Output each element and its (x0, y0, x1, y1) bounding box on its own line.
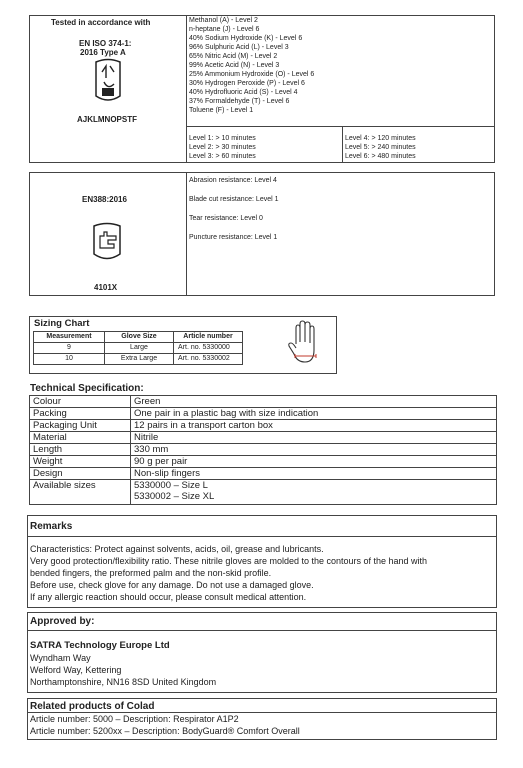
spec-label: Weight (30, 456, 131, 468)
spec-value: 5330000 – Size L (134, 480, 208, 491)
related-line: Article number: 5000 – Description: Respirator A1P2 (30, 714, 239, 724)
remarks-line: If any allergic reaction should occur, please consult medical attention. (30, 592, 307, 602)
spec-label: Design (30, 468, 131, 480)
spec-value: 330 mm (131, 444, 497, 456)
approved-address (30, 652, 216, 688)
remarks-line: bended fingers, the preformed palm and the non-skid profile. (30, 568, 272, 578)
sizing-cell: 9 (34, 343, 105, 354)
related-list (30, 713, 300, 737)
chemical-item: Methanol (A) - Level 2 (189, 17, 258, 24)
level-item: Level 5: > 240 minutes (345, 144, 416, 151)
chemical-item: 40% Sodium Hydroxide (K) - Level 6 (189, 35, 303, 42)
en388-standard: EN388:2016 (82, 195, 127, 204)
chemical-item: Toluene (F) - Level 1 (189, 107, 254, 114)
spec-label: Material (30, 432, 131, 444)
chemical-item: 99% Acetic Acid (N) - Level 3 (189, 62, 280, 69)
technical-table (29, 395, 497, 505)
table-row (30, 444, 497, 456)
address-line: Wyndham Way (30, 653, 91, 663)
spec-value: Non-slip fingers (131, 468, 497, 480)
spec-value: Green (131, 396, 497, 408)
sizing-cell: Extra Large (105, 354, 174, 365)
en388-property: Abrasion resistance: Level 4 (189, 177, 277, 184)
en374-heading: Tested in accordance with (51, 18, 151, 27)
table-row (30, 408, 497, 420)
table-row (34, 343, 243, 354)
table-row (34, 354, 243, 365)
spec-value: Nitrile (131, 432, 497, 444)
remarks-line: Characteristics: Protect against solvents, acids, oil, grease and lubricants. (30, 544, 324, 554)
level-item: Level 2: > 30 minutes (189, 144, 256, 151)
table-row (30, 456, 497, 468)
en388-code: 4101X (94, 283, 118, 292)
sizing-header: Glove Size (105, 332, 174, 343)
chemical-protection-pictogram-icon (88, 58, 128, 111)
table-row (30, 420, 497, 432)
en374-code: AJKLMNOPSTF (77, 115, 137, 124)
approved-company: SATRA Technology Europe Ltd (30, 640, 170, 651)
table-row (30, 468, 497, 480)
remarks-line: Before use, check glove for any damage. Do not use a damaged glove. (30, 580, 314, 590)
en388-property: Puncture resistance: Level 1 (189, 234, 278, 241)
related-title: Related products of Colad (30, 701, 155, 712)
spec-value: 90 g per pair (131, 456, 497, 468)
address-line: Northamptonshire, NN16 8SD United Kingdom (30, 677, 217, 687)
spec-label: Length (30, 444, 131, 456)
permeation-levels-left (189, 134, 256, 161)
spec-label: Packing (30, 408, 131, 420)
chemical-item: 40% Hydrofluoric Acid (S) - Level 4 (189, 89, 298, 96)
spec-label: Available sizes (30, 480, 131, 505)
en388-property: Blade cut resistance: Level 1 (189, 196, 279, 203)
table-row (30, 432, 497, 444)
permeation-levels-right (345, 134, 416, 161)
spec-value: 12 pairs in a transport carton box (131, 420, 497, 432)
level-item: Level 4: > 120 minutes (345, 135, 416, 142)
remarks-text (30, 543, 427, 603)
sizing-header: Article number (174, 332, 243, 343)
chemical-item: 96% Sulphuric Acid (L) - Level 3 (189, 44, 289, 51)
spec-label: Colour (30, 396, 131, 408)
chemical-item: n-heptane (J) - Level 6 (189, 26, 260, 33)
chemical-list (189, 16, 314, 115)
level-item: Level 6: > 480 minutes (345, 153, 416, 160)
chemical-item: 65% Nitric Acid (M) - Level 2 (189, 53, 278, 60)
level-item: Level 3: > 60 minutes (189, 153, 256, 160)
en388-property: Tear resistance: Level 0 (189, 215, 263, 222)
spec-value-multi (131, 480, 497, 505)
technical-title: Technical Specification: (30, 383, 144, 394)
spec-value: One pair in a plastic bag with size indication (131, 408, 497, 420)
sizing-chart-title: Sizing Chart (34, 318, 90, 329)
spec-label: Packaging Unit (30, 420, 131, 432)
remarks-line: Very good protection/flexibility ratio. These nitrile gloves are molded to the contours of the hand with (30, 556, 428, 566)
related-line: Article number: 5200xx – Description: BodyGuard® Comfort Overall (30, 726, 300, 736)
remarks-title: Remarks (30, 521, 73, 532)
sizing-table (33, 331, 243, 365)
sizing-cell: 10 (34, 354, 105, 365)
table-row (30, 480, 497, 505)
mechanical-risk-pictogram-icon (88, 222, 126, 269)
address-line: Welford Way, Kettering (30, 665, 122, 675)
chemical-item: 25% Ammonium Hydroxide (O) - Level 6 (189, 71, 315, 78)
sizing-cell: Art. no. 5330000 (174, 343, 243, 354)
sizing-cell: Large (105, 343, 174, 354)
approved-title: Approved by: (30, 616, 95, 627)
chemical-item: 30% Hydrogen Peroxide (P) - Level 6 (189, 80, 305, 87)
sizing-header: Measurement (34, 332, 105, 343)
spec-value: 5330002 – Size XL (134, 491, 215, 502)
en374-standard-line1: EN ISO 374-1: (79, 39, 132, 48)
level-item: Level 1: > 10 minutes (189, 135, 256, 142)
chemical-item: 37% Formaldehyde (T) - Level 6 (189, 98, 290, 105)
table-row (30, 396, 497, 408)
sizing-cell: Art. no. 5330002 (174, 354, 243, 365)
en374-standard-line2: 2016 Type A (80, 48, 126, 57)
hand-measurement-icon (283, 318, 329, 373)
